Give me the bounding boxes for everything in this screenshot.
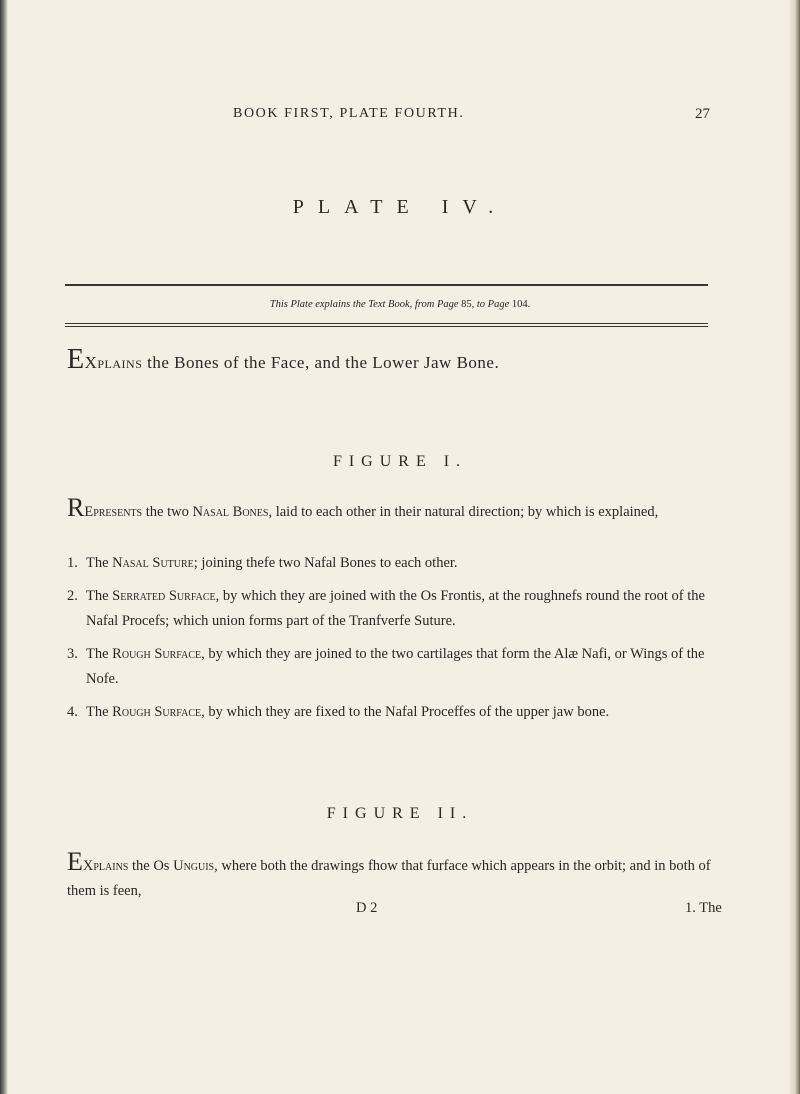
- figure-2-lead: Xplains: [82, 858, 129, 874]
- figure-1-initial: R: [67, 493, 85, 522]
- list-item-number: 2.: [67, 588, 78, 604]
- figure-1-text-a: the two: [145, 504, 189, 520]
- intro-initial: E: [67, 344, 85, 375]
- book-spine-edge: [0, 0, 8, 1094]
- list-item-after: by which they are fixed to the Nafal Proceffes of the upper jaw bone.: [208, 704, 610, 720]
- figure-2-text-b: where both the drawings fhow that furface which appears in the orbit; and in both of them is feen,: [67, 858, 711, 899]
- figure-1-heading: FIGURE I.: [332, 453, 468, 470]
- plate-note-prefix: This Plate explains the Text Book, from Page: [269, 299, 459, 310]
- list-item: [67, 700, 722, 725]
- list-item: [67, 551, 722, 576]
- figure-1-lead: Epresents: [84, 504, 143, 520]
- rule-bottom-1: [65, 323, 708, 324]
- figure-1-term: Nasal Bones,: [192, 504, 273, 520]
- intro-paragraph: [67, 344, 717, 375]
- list-item-number: 3.: [67, 646, 78, 662]
- figure-2-initial: E: [67, 847, 83, 876]
- list-item-after: by which they are joined with the Os Frontis, at the roughnefs round the root of the Nafal Procefs; which union forms part of the Tranfverfe Suture.: [86, 588, 705, 629]
- list-item-before: The: [86, 704, 109, 720]
- catchword: 1. The: [685, 900, 722, 916]
- intro-lead: Xplains: [84, 353, 143, 372]
- plate-note-mid: to Page: [476, 299, 510, 310]
- plate-note-to: 104.: [511, 299, 531, 310]
- page-number: 27: [695, 106, 710, 122]
- signature-mark: D 2: [356, 900, 378, 916]
- list-item-before: The: [86, 588, 109, 604]
- plate-note-from: 85,: [461, 299, 475, 310]
- plate-title: PLATE IV.: [292, 196, 508, 218]
- list-item: [67, 584, 722, 634]
- figure-1-list: [67, 551, 722, 725]
- figure-2-term: Unguis,: [173, 858, 218, 874]
- list-item-term: Serrated Surface,: [112, 588, 220, 604]
- list-item-term: Rough Surface,: [112, 646, 205, 662]
- list-item: [67, 642, 722, 692]
- figure-2-intro: [67, 847, 717, 904]
- figure-1-intro: [67, 493, 717, 525]
- list-item-number: 1.: [67, 555, 78, 571]
- intro-text: the Bones of the Face, and the Lower Jaw Bone.: [147, 353, 500, 372]
- rule-top: [65, 284, 708, 286]
- list-item-before: The: [86, 646, 109, 662]
- figure-2-heading: FIGURE II.: [326, 805, 474, 822]
- running-head: BOOK FIRST, PLATE FOURTH.: [233, 106, 465, 121]
- figure-1-text-b: laid to each other in their natural direction; by which is explained,: [275, 504, 659, 520]
- list-item-before: The: [86, 555, 109, 571]
- figure-2-text-a: the Os: [132, 858, 170, 874]
- plate-note: [0, 299, 800, 310]
- list-item-term: Rough Surface,: [112, 704, 205, 720]
- list-item-after: by which they are joined to the two cartilages that form the Alæ Nafi, or Wings of the Nofe.: [86, 646, 705, 687]
- rule-bottom-2: [65, 326, 708, 327]
- list-item-term: Nasal Suture: [112, 555, 194, 571]
- list-item-number: 4.: [67, 704, 78, 720]
- list-item-after: ; joining thefe two Nafal Bones to each other.: [193, 555, 458, 571]
- page-edge-shadow: [788, 0, 800, 1094]
